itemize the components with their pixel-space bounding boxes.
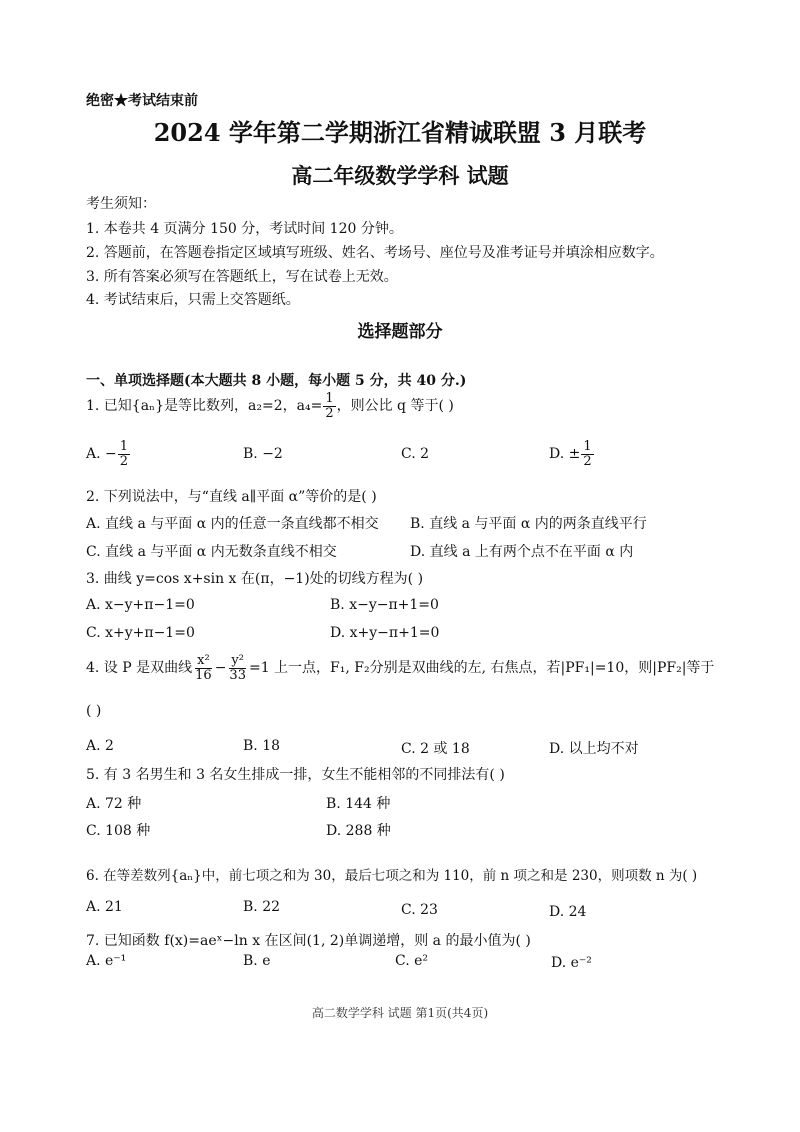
question-4-stem [86,654,714,682]
q1-option-b: B. −2 [243,446,283,462]
q1-d-fraction [581,440,593,468]
secret-label: 绝密★考试结束前 [86,93,198,109]
question-6-stem: 6. 在等差数列{aₙ}中，前七项之和为 30，最后七项之和为 110，前 n 项之和是 230，则项数 n 为( ) [86,868,698,884]
q4-y-den: 33 [229,667,246,683]
part-title: 一、单项选择题(本大题共 8 小题，每小题 5 分，共 40 分.) [86,373,467,389]
q1-d-den: 2 [583,453,592,469]
q3-option-c: C. x+y+π−1=0 [86,625,195,641]
notice-item: 4. 考试结束后，只需上交答题纸。 [86,292,300,308]
question-3-stem: 3. 曲线 y=cos x+sin x 在(π，−1)处的切线方程为( ) [86,571,424,587]
q4-y-num: y² [231,653,244,668]
q2-option-c: C. 直线 a 与平面 α 内无数条直线不相交 [86,544,337,560]
q4-stem-pre: 4. 设 P 是双曲线 [86,660,193,677]
q1-frac-den: 2 [325,405,334,421]
notice-item: 1. 本卷共 4 页满分 150 分，考试时间 120 分钟。 [86,221,403,237]
q1-option-a [86,440,131,468]
q4-option-a: A. 2 [86,738,114,754]
q1-stem-pre: 1. 已知{aₙ}是等比数列，a₂=2，a₄= [86,398,323,415]
q3-option-b: B. x−y−π+1=0 [330,597,439,613]
q4-option-c: C. 2 或 18 [401,741,470,757]
q2-option-a: A. 直线 a 与平面 α 内的任意一条直线都不相交 [86,516,379,532]
q5-option-a: A. 72 种 [86,796,142,812]
q7-option-d: D. e⁻² [551,955,592,971]
section-title: 选择题部分 [357,322,443,342]
q4-x-den: 16 [195,667,212,683]
q1-fraction [323,392,335,420]
q4-y-fraction [227,654,248,682]
q1-option-c: C. 2 [401,446,430,462]
q5-option-c: C. 108 种 [86,823,151,839]
q6-option-a: A. 21 [86,899,123,915]
q1-d-label: D. ± [549,446,581,463]
q1-a-den: 2 [119,453,129,469]
q7-option-b: B. e [243,953,271,969]
exam-title: 2024 学年第二学期浙江省精诚联盟 3 月联考 [153,118,647,147]
q3-option-d: D. x+y−π+1=0 [330,625,440,641]
q1-frac-num: 1 [325,391,334,406]
q4-option-b: B. 18 [243,738,281,754]
q2-option-b: B. 直线 a 与平面 α 内的两条直线平行 [410,516,647,532]
q6-option-b: B. 22 [243,899,281,915]
notice-heading: 考生须知： [86,196,156,212]
exam-subtitle: 高二年级数学学科 试题 [291,163,509,188]
question-7-stem: 7. 已知函数 f(x)=aeˣ−ln x 在区间(1, 2)单调递增，则 a 的最小值为( ) [86,933,531,949]
q3-option-a: A. x−y+π−1=0 [86,597,195,613]
q4-minus: − [214,660,227,677]
q4-paren: ( ) [86,703,102,719]
q4-stem-post: =1 上一点，F₁, F₂分别是双曲线的左, 右焦点，若|PF₁|=10，则|PF₂|等于 [248,660,715,677]
notice-item: 3. 所有答案必须写在答题纸上，写在试卷上无效。 [86,269,398,285]
q1-a-fraction [118,440,130,468]
q7-option-c: C. e² [395,953,429,969]
q7-option-a: A. e⁻¹ [86,953,127,969]
question-1-stem [86,392,454,420]
q4-x-fraction [193,654,214,682]
q6-option-c: C. 23 [401,902,438,918]
q2-option-d: D. 直线 a 上有两个点不在平面 α 内 [410,544,634,560]
q4-option-d: D. 以上均不对 [549,741,639,757]
q1-a-num: 1 [119,439,129,454]
q5-option-b: B. 144 种 [326,796,391,812]
q1-d-num: 1 [583,439,592,454]
q1-stem-post: ，则公比 q 等于( ) [336,398,454,415]
q6-option-d: D. 24 [549,904,587,920]
notice-item: 2. 答题前，在答题卷指定区域填写班级、姓名、考场号、座位号及准考证号并填涂相应数字。 [86,245,664,261]
question-5-stem: 5. 有 3 名男生和 3 名女生排成一排，女生不能相邻的不同排法有( ) [86,767,505,783]
question-2-stem: 2. 下列说法中，与“直线 a∥平面 α”等价的是( ) [86,489,377,505]
q4-x-num: x² [197,653,210,668]
page-footer: 高二数学学科 试题 第1页(共4页) [311,1006,489,1020]
q5-option-d: D. 288 种 [326,823,391,839]
q1-a-label: A. − [86,446,117,463]
q1-option-d [549,440,595,468]
